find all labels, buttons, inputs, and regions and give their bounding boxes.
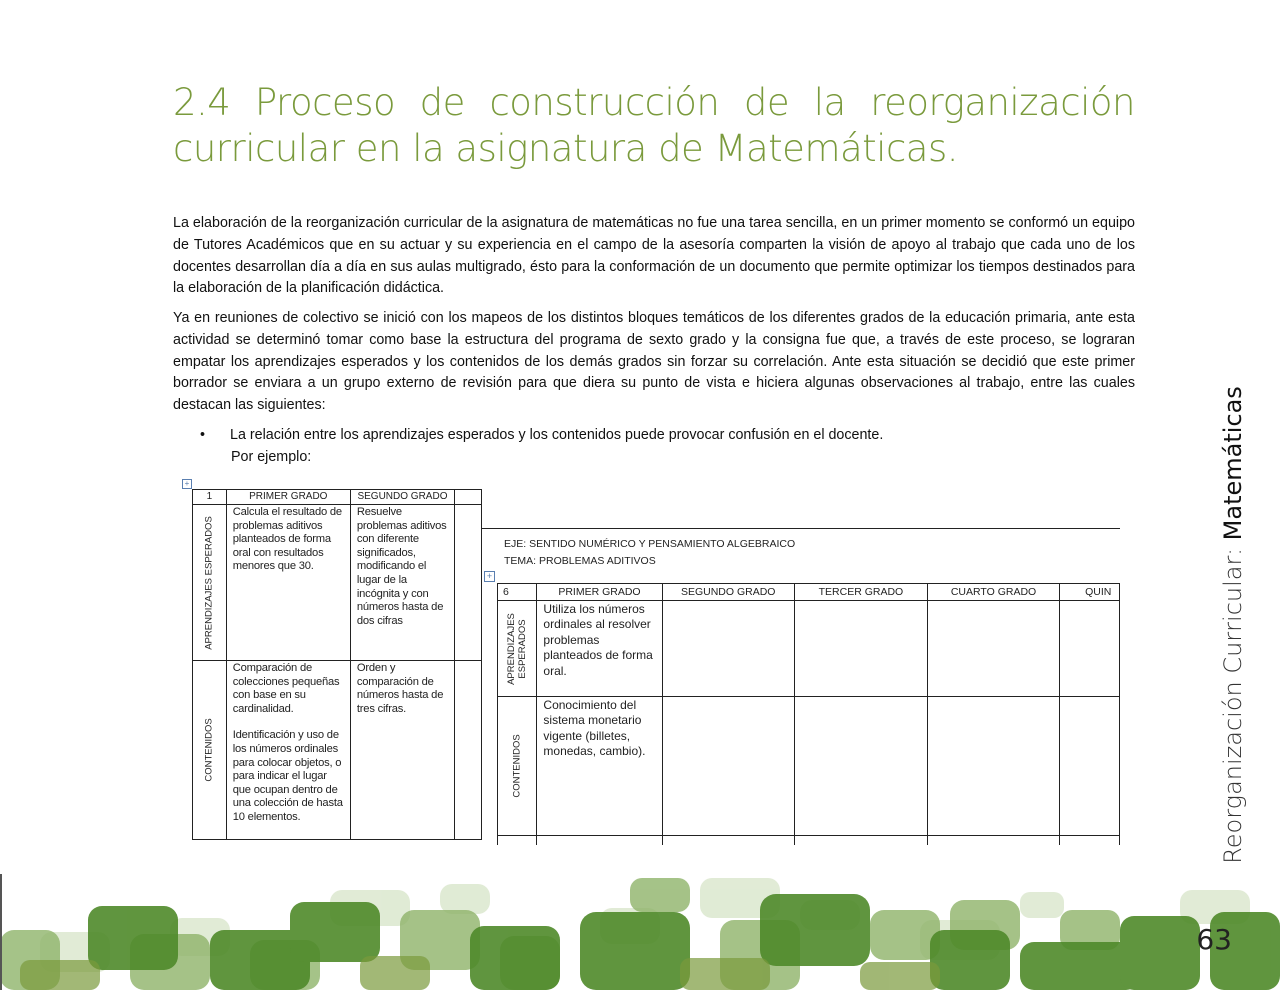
row-label-contenidos: CONTENIDOS — [193, 661, 227, 840]
table-header-cell: PRIMER GRADO — [226, 490, 350, 505]
table-cell — [226, 661, 350, 840]
table-cell: Conocimiento del sistema monetario vigente (billetes, monedas, cambio). — [537, 697, 662, 836]
table-header-cell: TERCER GRADO — [794, 584, 927, 601]
side-label-bold: Matemáticas — [1219, 386, 1247, 541]
table-cell — [537, 836, 662, 846]
table-grades-1-2 — [192, 489, 482, 841]
table-cell: Resuelve problemas aditivos con diferente significados, modificando el lugar de la incógnita y con números hasta de dos cifras — [350, 505, 454, 661]
left-edge-rule — [0, 874, 2, 990]
table-cell — [455, 505, 482, 661]
row-label-aprendizajes: APRENDIZAJES ESPERADOS — [193, 505, 227, 661]
table-cell — [662, 836, 794, 846]
decorative-footer-pattern — [0, 870, 1280, 990]
row-label-contenidos: CONTENIDOS — [498, 697, 537, 836]
table-cell — [794, 601, 927, 697]
table-cell — [662, 697, 794, 836]
table-corner-cell: 1 — [193, 490, 227, 505]
table-move-handle-icon[interactable]: + — [182, 479, 192, 489]
table-header-cell: CUARTO GRADO — [927, 584, 1059, 601]
table-cell: Utiliza los números ordinales al resolver problemas planteados de forma oral. — [537, 601, 662, 697]
table-cell — [794, 697, 927, 836]
bullet-symbol: • — [200, 427, 206, 443]
table-header-cell — [455, 490, 482, 505]
table-header-cell: SEGUNDO GRADO — [662, 584, 794, 601]
table-cell — [455, 661, 482, 840]
table-cell — [1060, 836, 1120, 846]
paragraph-2: Ya en reuniones de colectivo se inició con los mapeos de los distintos bloques temáticos de los diferentes grados de la educación primaria, ante esta actividad se determinó tomar como base la estructura del programa de sexto grado y la consigna fue que, a través de este proceso, se lograran empatar los aprendizajes esperados y los contenidos de los demás grados sin forzar su correlación. Ante esta situación se decidió que este primer borrador se enviara a un grupo externo de revisión para que diera su punto de vista e hiciera algunas observaciones al trabajo, entre las cuales destacan las siguientes: — [173, 310, 1135, 414]
eje-label: EJE: SENTIDO NUMÉRICO Y PENSAMIENTO ALGEBRAICO — [504, 538, 796, 550]
cell-text: Identificación y uso de los números ordinales para colocar objetos, o para indicar el lugar que ocupan dentro de una colección de hasta 10 elementos. — [232, 729, 343, 823]
section-title-line-1: 2.4 Proceso de construcción de la reorganización — [173, 81, 1135, 124]
table-cell — [927, 697, 1059, 836]
table-cell: Calcula el resultado de problemas aditivos planteados de forma oral con resultados menores que 30. — [226, 505, 350, 661]
side-running-header — [1219, 386, 1247, 864]
table-cell — [927, 601, 1059, 697]
table-cell — [1060, 601, 1120, 697]
table-cell — [794, 836, 927, 846]
bullet-continuation: Por ejemplo: — [231, 449, 312, 465]
section-title — [173, 80, 1135, 172]
section-title-line-2: curricular en la asignatura de Matemáticas. — [173, 127, 959, 170]
table-header-cell: PRIMER GRADO — [537, 584, 662, 601]
table-header-cell: QUIN — [1060, 584, 1120, 601]
table-heading — [504, 536, 795, 570]
table-cell — [662, 601, 794, 697]
bullet-text: La relación entre los aprendizajes esperados y los contenidos puede provocar confusión en el docente. — [230, 427, 884, 443]
row-label-aprendizajes: APRENDIZAJES ESPERADOS — [498, 601, 537, 697]
table-grades-comparison — [497, 583, 1120, 845]
paragraph-1: La elaboración de la reorganización curricular de la asignatura de matemáticas no fue una tarea sencilla, en un primer momento se conformó un equipo de Tutores Académicos que en su actuar y su experiencia en el campo de la asesoría comparten la visión de apoyo al trabajo que cada uno de los docentes desarrollan día a día en sus aulas multigrado, ésto para la conformación de un documento que permite optimizar los tiempos destinados para la elaboración de la planificación didáctica. — [173, 215, 1135, 297]
table-cell: Orden y comparación de números hasta de tres cifras. — [350, 661, 454, 840]
table-cell — [1060, 697, 1120, 836]
page-number: 63 — [1196, 923, 1232, 956]
table-header-cell: SEGUNDO GRADO — [350, 490, 454, 505]
tema-label: TEMA: PROBLEMAS ADITIVOS — [504, 555, 656, 567]
cell-text: Comparación de colecciones pequeñas con base en su cardinalidad. — [232, 662, 340, 715]
table-move-handle-icon[interactable]: + — [484, 571, 495, 582]
table-cell — [498, 836, 537, 846]
table-corner-cell: 6 — [498, 584, 537, 601]
table-cell — [927, 836, 1059, 846]
table-top-rule — [482, 528, 1120, 529]
side-label-light: Reorganización Curricular: — [1219, 540, 1247, 864]
